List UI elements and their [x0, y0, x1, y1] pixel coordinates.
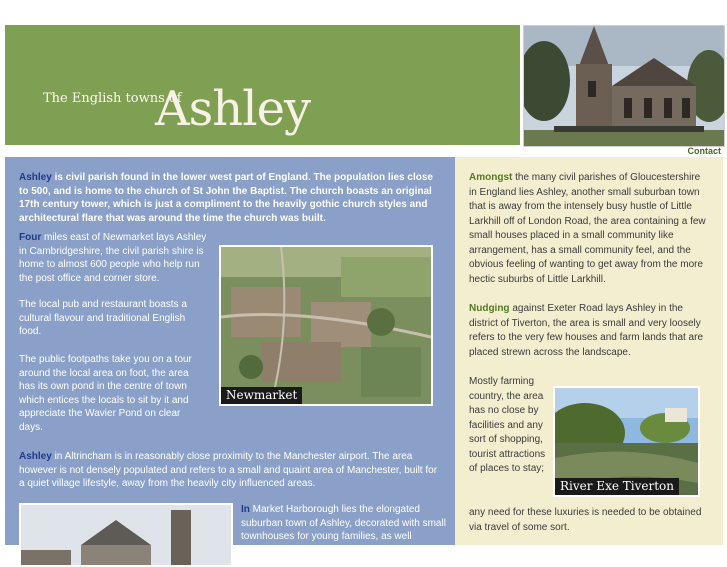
harborough-photo [19, 503, 233, 567]
tiverton-text: against Exeter Road lays Ashley in the district of Tiverton, the area is small and very loosely refers to the very few houses and farm lands that are placed strewn across the landscape. [469, 303, 704, 358]
intro-text: is civil parish found in the lower west part of England. The population lies close to 500, and is home to the church of St John the Baptist. The church boasts an original 17th century tower, which is just a compliment to the heavily gothic church styles and architectural flare that was around the time the church was built. [19, 172, 433, 224]
gloucestershire-text: the many civil parishes of Gloucestershire in England lies Ashley, another small suburban town that is away from the intensely busy hustle of Little Larkhill off of London Road, the area containing a few small houses placed in a small community like arrangement, has a small community feel, and the obvious feeling of wanting to get away from the more hectic suburbs of Little Larkhill. [469, 172, 706, 285]
pub-paragraph: The local pub and restaurant boasts a cultural flavour and traditional English food. [19, 299, 187, 337]
newmarket-text: miles east of Newmarket lays Ashley in Cambridgeshire, the civil parish shire is home to almost 600 people who help run the post office and corner store. [19, 232, 207, 284]
gloucestershire-lead: Amongst [469, 172, 513, 183]
church-photo [523, 25, 725, 147]
newmarket-paragraph [19, 231, 209, 285]
altrincham-lead: Ashley [19, 451, 52, 462]
church-illustration [524, 26, 724, 146]
intro-lead: Ashley [19, 172, 52, 183]
harborough-paragraph [241, 503, 446, 544]
altrincham-paragraph [19, 450, 444, 491]
tiverton-lead: Nudging [469, 303, 510, 314]
river-exe-photo [553, 386, 700, 497]
newmarket-lead: Four [19, 232, 42, 243]
banner-subtitle: The English towns of [43, 91, 182, 106]
top-strip [0, 0, 727, 24]
newmarket-photo [219, 245, 433, 406]
newmarket-caption: Newmarket [221, 387, 302, 404]
altrincham-text: in Altrincham is in reasonably close proximity to the Manchester airport. The area however is not densely populated and refers to a small and quaint area of Manchester, built for a quiet village lifestyle, away from the heavily city influenced areas. [19, 451, 438, 489]
townhouse-illustration [21, 505, 231, 565]
farming-paragraph-end: any need for these luxuries is needed to be obtained via travel of some sort. [469, 507, 702, 533]
harborough-text: Market Harborough lies the elongated suburban town of Ashley, decorated with small townhouses for young families, as well [241, 504, 446, 542]
gloucestershire-paragraph [469, 171, 709, 287]
contact-link[interactable]: Contact [687, 146, 721, 156]
river-exe-caption: River Exe Tiverton [555, 478, 679, 495]
farming-paragraph: Mostly farming country, the area has no close by facilities and any sort of shopping, tourist attractions of places to stay; [469, 376, 546, 474]
intro-paragraph [19, 171, 444, 225]
footpaths-paragraph: The public footpaths take you on a tour around the local area on foot, the area has its own pond in the centre of town which entices the locals to sit by it and appreciate the Wavier Pond on clear days. [19, 354, 192, 433]
site-banner [5, 25, 520, 145]
aerial-town-illustration [221, 247, 431, 404]
harborough-lead: In [241, 504, 250, 515]
banner-title: Ashley [155, 81, 311, 137]
tiverton-paragraph [469, 302, 709, 360]
